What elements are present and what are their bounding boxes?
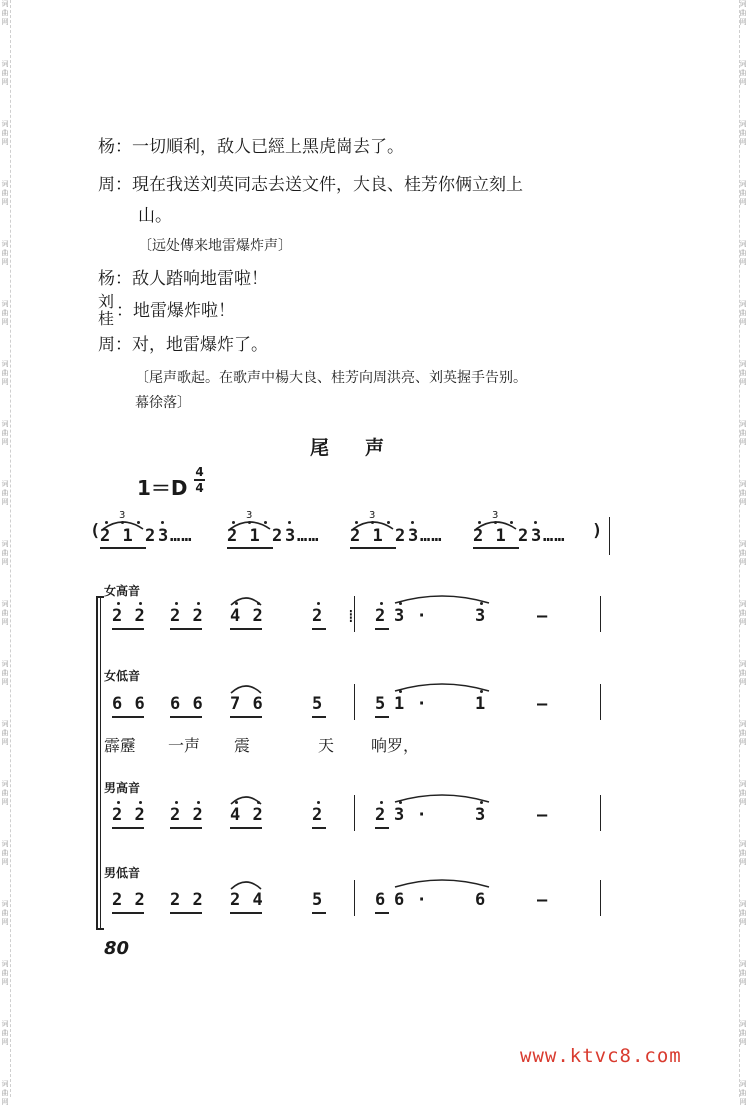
watermark-glyph: 词 曲 网: [739, 600, 747, 626]
barline-end: [600, 596, 601, 632]
intro-continuation: ……: [420, 526, 443, 546]
octave-dot: [355, 521, 358, 524]
part-note-m2: 3 ·: [394, 805, 428, 825]
watermark-glyph: 词 曲 网: [739, 780, 747, 806]
watermark-glyph: 词 曲 网: [1, 600, 9, 626]
watermark-glyph: 词 曲 网: [739, 480, 747, 506]
eighth-underline: [375, 716, 389, 718]
stage-direction-line-2: 幕徐落〕: [135, 395, 191, 411]
watermark-glyph: 词 曲 网: [739, 420, 747, 446]
part-note-m2: –: [537, 805, 549, 825]
watermark-glyph: 词 曲 网: [739, 1020, 747, 1046]
eighth-underline: [230, 628, 262, 630]
octave-dot: [248, 521, 251, 524]
speaker-label: 周：: [98, 175, 132, 195]
eighth-underline: [230, 827, 262, 829]
barline: [354, 880, 355, 916]
part-label: 男高音: [104, 781, 141, 795]
brace-bottom-hook: [96, 928, 104, 930]
watermark-glyph: 词 曲 网: [1, 420, 9, 446]
part-note-m2: 6 ·: [394, 890, 428, 910]
part-note-m2: –: [537, 694, 549, 714]
lyric-syllable: 一声: [168, 736, 201, 755]
eighth-underline: [312, 827, 326, 829]
stage-note-explosion: 〔远处傳来地雷爆炸声〕: [138, 238, 292, 254]
watermark-glyph: 词 曲 网: [1, 180, 9, 206]
speaker-label: 周：: [98, 335, 132, 355]
eighth-underline: [112, 628, 144, 630]
system-brace: [96, 596, 98, 930]
part-note-m1: 2: [312, 805, 324, 825]
barline-end: [600, 880, 601, 916]
eighth-underline: [230, 912, 262, 914]
part-note-m1: 4 2: [230, 606, 264, 626]
part-note-m1: 2 2: [112, 606, 146, 626]
octave-dot: [117, 801, 120, 804]
watermark-glyph: 词 曲 网: [1, 480, 9, 506]
intro-figure-underline: [100, 547, 146, 549]
part-note-m1: 5: [312, 890, 324, 910]
eighth-underline: [112, 912, 144, 914]
octave-dot: [117, 602, 120, 605]
octave-dot: [197, 801, 200, 804]
lyric-syllable: 响罗，: [371, 736, 420, 755]
part-note-m2: 2: [375, 805, 387, 825]
watermark-glyph: 词 曲 网: [1, 540, 9, 566]
barline: [354, 684, 355, 720]
part-label: 男低音: [104, 866, 141, 880]
octave-dot: [510, 521, 513, 524]
watermark-glyph: 词 曲 网: [739, 180, 747, 206]
part-note-m2: 3: [475, 606, 487, 626]
intro-continuation: ……: [543, 526, 566, 546]
part-note-m1: 7 6: [230, 694, 264, 714]
watermark-glyph: 词 曲 网: [739, 660, 747, 686]
part-note-m2: 5: [375, 694, 387, 714]
dialogue-text: 对，地雷爆炸了。: [132, 335, 268, 355]
dialogue-line-2: [98, 174, 523, 196]
dialogue-line-1: [98, 136, 404, 158]
part-note-m2: 1 ·: [394, 694, 428, 714]
eighth-underline: [375, 628, 389, 630]
part-note-m2: 6: [375, 890, 387, 910]
slur-arc: [230, 878, 262, 890]
part-label: 女低音: [104, 669, 141, 683]
part-note-m1: 6 6: [112, 694, 146, 714]
intro-close-paren: ): [592, 521, 604, 541]
lyric-syllable: 天: [318, 736, 335, 755]
watermark-glyph: 词 曲 网: [739, 0, 747, 26]
eighth-underline: [375, 827, 389, 829]
intro-figure: 2 1 2: [350, 526, 407, 546]
intro-end-barline: [609, 517, 610, 555]
watermark-glyph: 词 曲 网: [739, 840, 747, 866]
intro-figure: 2 1 2: [473, 526, 530, 546]
system-brace-inner: [100, 596, 101, 930]
part-note-m1: 2: [312, 606, 324, 626]
eighth-underline: [312, 716, 326, 718]
intro-figure: 2 1 2: [227, 526, 284, 546]
part-note-m1: 2 4: [230, 890, 264, 910]
intro-open-paren: (: [90, 521, 102, 541]
stage-direction-line-1: 〔尾声歌起。在歌声中楊大良、桂芳向周洪亮、刘英握手告别。: [135, 370, 527, 386]
tie-arc: [394, 592, 490, 604]
part-note-m1: 6 6: [170, 694, 204, 714]
watermark-glyph: 词 曲 网: [1, 360, 9, 386]
watermark-glyph: 词 曲 网: [1, 120, 9, 146]
eighth-underline: [230, 716, 262, 718]
octave-dot: [139, 801, 142, 804]
intro-figure-underline: [350, 547, 396, 549]
part-note-m1: 2 2: [170, 890, 204, 910]
octave-dot: [175, 602, 178, 605]
octave-dot: [121, 521, 124, 524]
part-note-m1: 2 2: [112, 805, 146, 825]
octave-dot: [161, 521, 164, 524]
octave-dot: [478, 521, 481, 524]
octave-dot: [264, 521, 267, 524]
eighth-underline: [170, 716, 202, 718]
watermark-glyph: 词 曲 网: [739, 960, 747, 986]
watermark-glyph: 词 曲 网: [739, 540, 747, 566]
part-note-m1: 2 2: [170, 606, 204, 626]
watermark-glyph: 词 曲 网: [739, 360, 747, 386]
part-note-m2: –: [537, 890, 549, 910]
intro-continuation: ……: [297, 526, 320, 546]
octave-dot: [371, 521, 374, 524]
intro-note: 3: [158, 526, 170, 546]
eighth-underline: [112, 827, 144, 829]
barline-end: [600, 795, 601, 831]
watermark-glyph: 词 曲 网: [1, 0, 9, 26]
tie-arc: [394, 876, 490, 888]
part-note-m2: 3: [475, 805, 487, 825]
slur-arc: [230, 793, 262, 805]
slur-arc: [230, 594, 262, 606]
triplet-mark: 3: [492, 510, 499, 521]
octave-dot: [534, 521, 537, 524]
intro-figure-underline: [227, 547, 273, 549]
watermark-glyph: 词 曲 网: [739, 900, 747, 926]
speaker-label: 杨：: [98, 137, 132, 157]
part-note-m1: 2 2: [112, 890, 146, 910]
eighth-underline: [170, 912, 202, 914]
part-note-m2: 6: [475, 890, 487, 910]
octave-dot: [139, 602, 142, 605]
watermark-glyph: 词 曲 网: [1, 720, 9, 746]
octave-dot: [494, 521, 497, 524]
octave-dot: [387, 521, 390, 524]
watermark-glyph: 词 曲 网: [1, 240, 9, 266]
brace-top-hook: [96, 596, 104, 598]
tie-arc: [394, 680, 490, 692]
octave-dot: [380, 602, 383, 605]
speaker-label-liu-gui: 刘 桂: [98, 292, 115, 328]
dialogue-line-3: [98, 268, 268, 290]
triplet-mark: 3: [119, 510, 126, 521]
dialogue-text: 山。: [138, 206, 172, 226]
watermark-glyph: 词 曲 网: [1, 780, 9, 806]
octave-dot: [137, 521, 140, 524]
watermark-glyph: 词 曲 网: [1, 1020, 9, 1046]
intro-note: 3: [531, 526, 543, 546]
lyric-syllable: 震: [234, 736, 251, 755]
dialogue-line-5: [98, 334, 268, 356]
octave-dot: [288, 521, 291, 524]
speaker-label: 杨：: [98, 269, 132, 289]
octave-dot: [317, 602, 320, 605]
eighth-underline: [170, 827, 202, 829]
part-note-m2: 1: [475, 694, 487, 714]
dialogue-text: ：地雷爆炸啦！: [116, 301, 235, 321]
barline: [354, 795, 355, 831]
eighth-underline: [312, 912, 326, 914]
key-signature: 1＝D: [137, 476, 188, 500]
site-url-text: www.ktvc8.com: [520, 1045, 682, 1067]
intro-note: 3: [408, 526, 420, 546]
part-note-m1: 4 2: [230, 805, 264, 825]
dialogue-line-2-cont: [138, 205, 172, 227]
dialogue-text: 敌人踏响地雷啦！: [132, 269, 268, 289]
part-label: 女高音: [104, 584, 141, 598]
watermark-glyph: 词 曲 网: [739, 60, 747, 86]
barline: [354, 596, 355, 632]
watermark-glyph: 词 曲 网: [739, 720, 747, 746]
triplet-mark: 3: [369, 510, 376, 521]
tie-arc: [394, 791, 490, 803]
watermark-glyph: 词 曲 网: [739, 240, 747, 266]
watermark-glyph: 词 曲 网: [739, 120, 747, 146]
page-number: 80: [104, 938, 130, 959]
octave-dot: [105, 521, 108, 524]
part-note-m2: 3 ·: [394, 606, 428, 626]
octave-dot: [411, 521, 414, 524]
eighth-underline: [112, 716, 144, 718]
barline-end: [600, 684, 601, 720]
intro-note: 3: [285, 526, 297, 546]
watermark-glyph: 词 曲 网: [1, 840, 9, 866]
repeat-mark: ⁞: [348, 606, 354, 627]
eighth-underline: [375, 912, 389, 914]
lyric-syllable: 霹靂: [104, 736, 137, 755]
dialogue-text: 一切順利，敌人已經上黑虎崗去了。: [132, 137, 404, 157]
octave-dot: [317, 801, 320, 804]
section-title: 尾声: [310, 437, 421, 459]
watermark-glyph: 词 曲 网: [1, 660, 9, 686]
part-note-m2: 2: [375, 606, 387, 626]
watermark-glyph: 词 曲 网: [1, 60, 9, 86]
watermark-glyph: 词 曲 网: [1, 300, 9, 326]
eighth-underline: [312, 628, 326, 630]
watermark-glyph: 词 曲 网: [1, 960, 9, 986]
octave-dot: [197, 602, 200, 605]
time-signature: 4 4: [195, 465, 204, 495]
part-note-m1: 2 2: [170, 805, 204, 825]
slur-arc: [230, 682, 262, 694]
watermark-glyph: 词 曲 网: [739, 1080, 747, 1106]
intro-figure: 2 1 2: [100, 526, 157, 546]
intro-continuation: ……: [170, 526, 193, 546]
part-note-m2: –: [537, 606, 549, 626]
part-note-m1: 5: [312, 694, 324, 714]
triplet-mark: 3: [246, 510, 253, 521]
watermark-glyph: 词 曲 网: [1, 1080, 9, 1106]
octave-dot: [380, 801, 383, 804]
eighth-underline: [170, 628, 202, 630]
intro-figure-underline: [473, 547, 519, 549]
watermark-glyph: 词 曲 网: [739, 300, 747, 326]
site-url: [520, 1045, 682, 1067]
dialogue-text: 現在我送刘英同志去送文件，大良、桂芳你俩立刻上: [132, 175, 523, 195]
octave-dot: [232, 521, 235, 524]
watermark-glyph: 词 曲 网: [1, 900, 9, 926]
dialogue-line-4: [116, 300, 235, 322]
octave-dot: [175, 801, 178, 804]
